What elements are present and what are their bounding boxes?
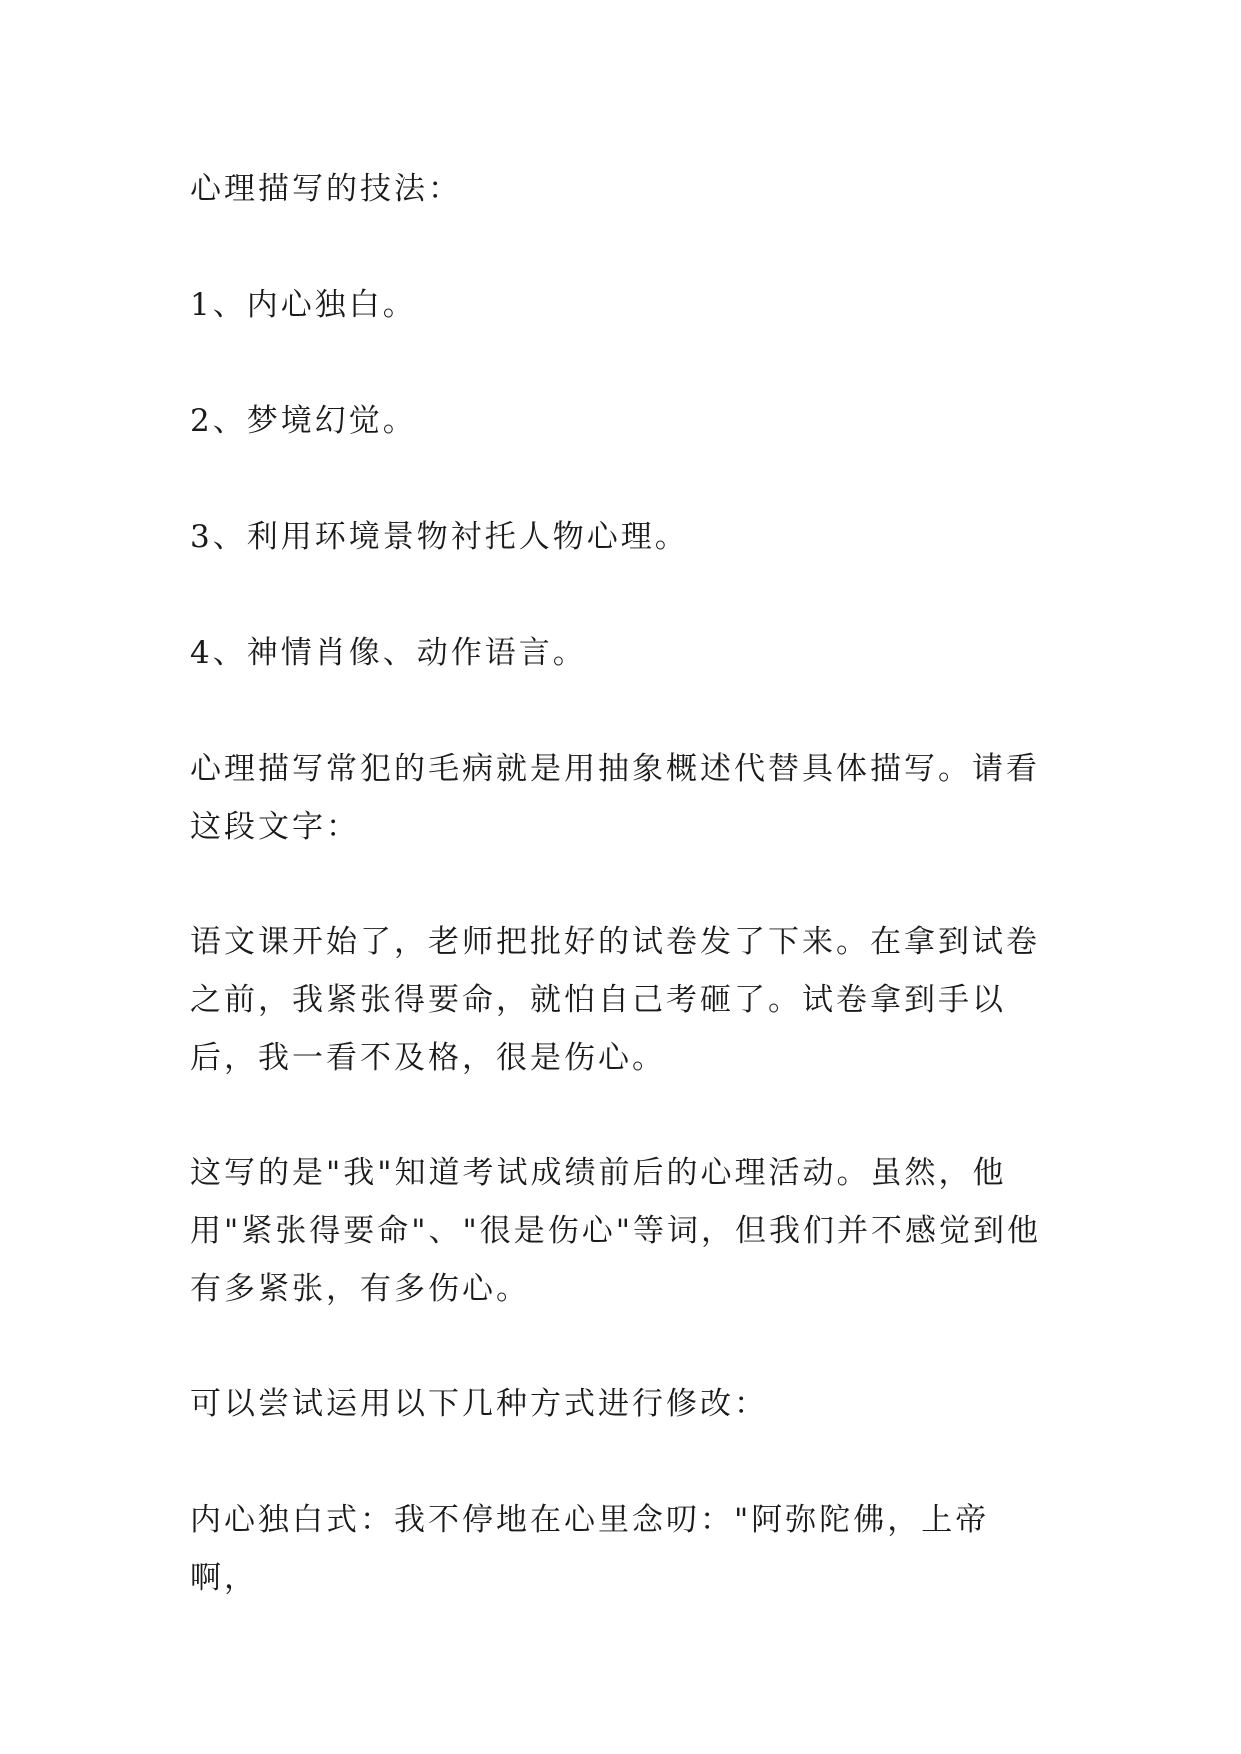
paragraph-common-mistake: 心理描写常犯的毛病就是用抽象概述代替具体描写。请看这段文字： xyxy=(190,751,1040,845)
list-item-dream-illusion: 2、梦境幻觉。 xyxy=(190,403,417,439)
paragraph-example-text: 语文课开始了，老师把批好的试卷发了下来。在拿到试卷之前，我紧张得要命，就怕自己考砸了。试卷拿到手以后，我一看不及格，很是伤心。 xyxy=(190,924,1040,1076)
paragraph-analysis: 这写的是"我"知道考试成绩前后的心理活动。虽然，他用"紧张得要命"、"很是伤心"等词，但我们并不感觉到他有多紧张，有多伤心。 xyxy=(190,1155,1042,1307)
list-item-environment: 3、利用环境景物衬托人物心理。 xyxy=(190,519,689,555)
document-body xyxy=(190,160,1056,1665)
list-item-inner-monologue: 1、内心独白。 xyxy=(190,287,417,323)
paragraph-monologue-example: 内心独白式：我不停地在心里念叨："阿弥陀佛，上帝啊， xyxy=(190,1502,990,1596)
list-item-expression-action: 4、神情肖像、动作语言。 xyxy=(190,635,587,671)
paragraph-revision-intro: 可以尝试运用以下几种方式进行修改： xyxy=(190,1386,768,1422)
section-heading-techniques: 心理描写的技法： xyxy=(190,171,462,207)
